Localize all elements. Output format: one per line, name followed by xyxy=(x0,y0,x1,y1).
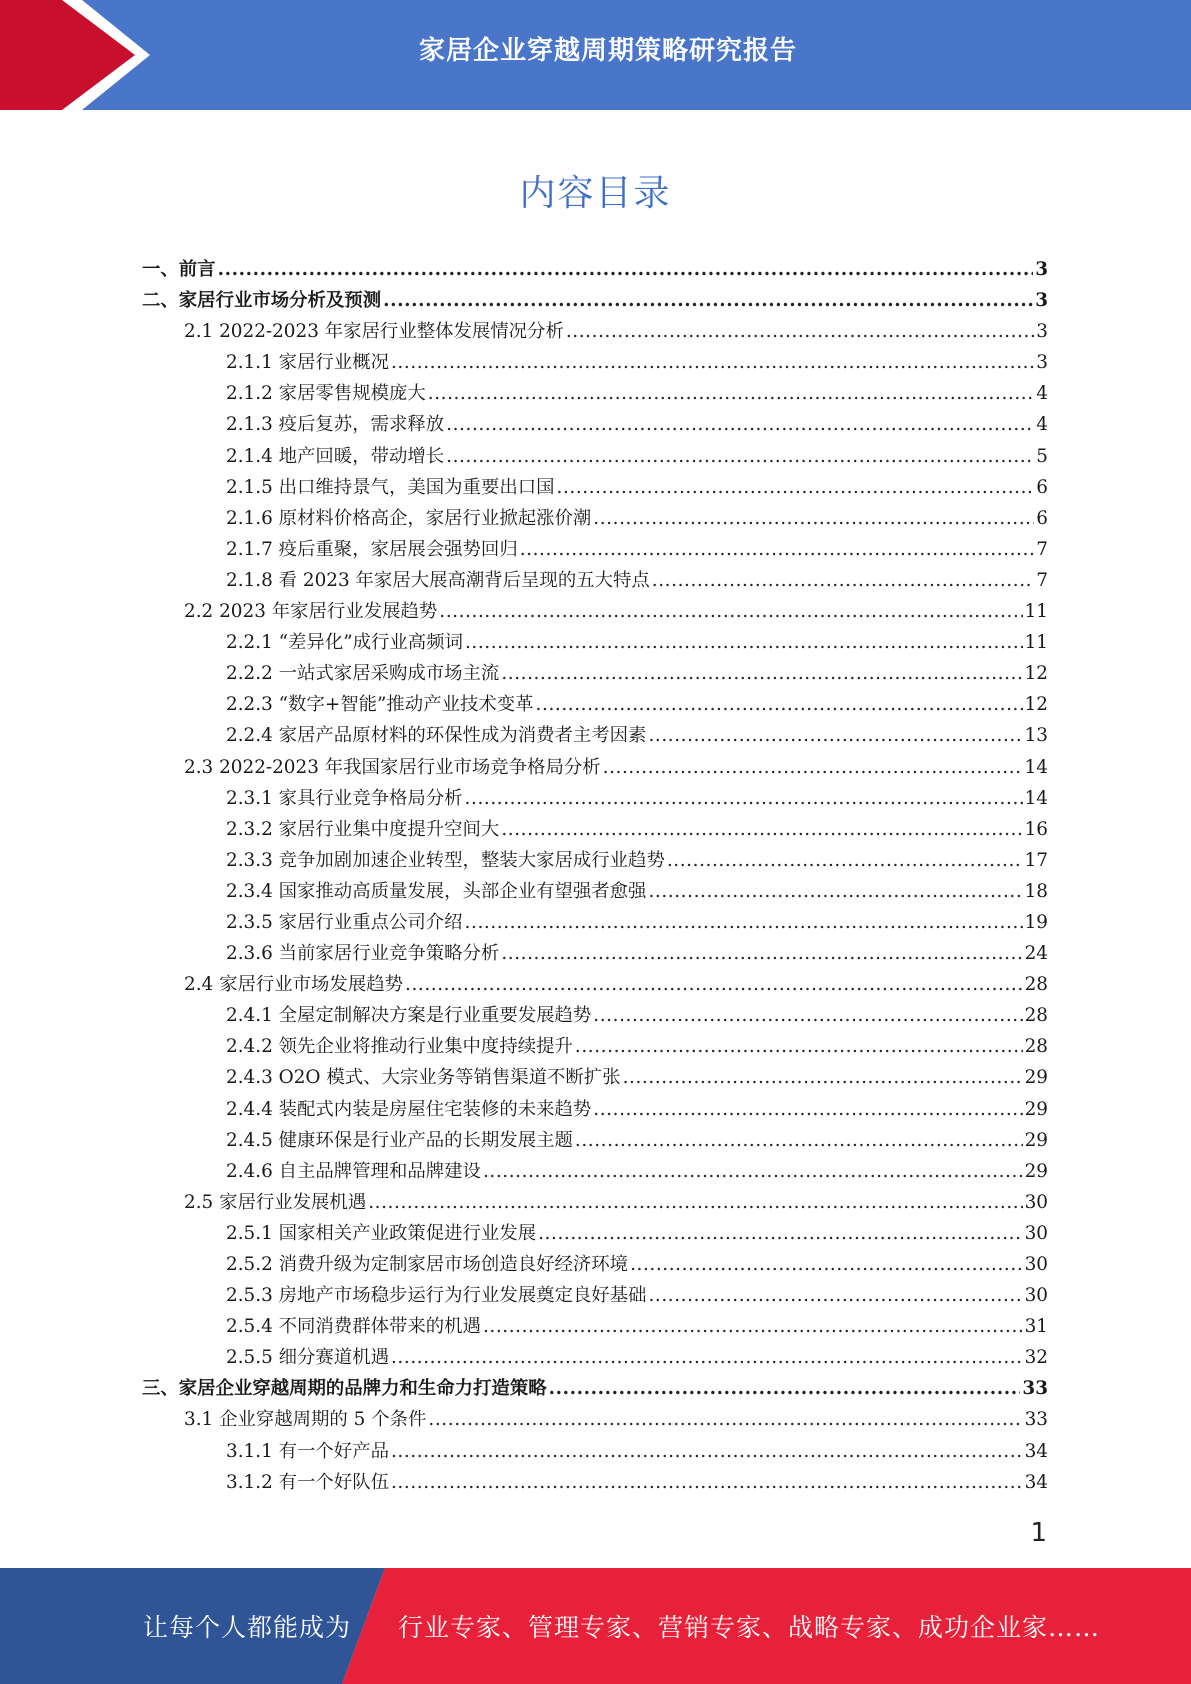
toc-entry-title: 2.2 2023 年家居行业发展趋势 xyxy=(184,601,438,623)
toc-entry-page: 5 xyxy=(1036,445,1048,467)
toc-entry-page: 28 xyxy=(1024,974,1048,996)
toc-entry-title: 2.1 2022-2023 年家居行业整体发展情况分析 xyxy=(184,321,564,343)
dot-leader xyxy=(383,285,1033,316)
toc-entry-title: 2.5.4 不同消费群体带来的机遇 xyxy=(226,1316,481,1338)
toc-entry-page: 4 xyxy=(1036,414,1048,436)
toc-entry-title: 2.4 家居行业市场发展趋势 xyxy=(184,974,403,996)
toc-entry[interactable] xyxy=(142,1062,1048,1093)
toc-entry-title: 2.3.4 国家推动高质量发展，头部企业有望强者愈强 xyxy=(226,880,647,902)
toc-entry[interactable] xyxy=(142,409,1048,440)
footer-slogan-left: 让每个人都能成为 xyxy=(143,1613,352,1642)
toc-entry-page: 33 xyxy=(1024,1409,1048,1431)
toc-entry-page: 30 xyxy=(1024,1222,1048,1244)
toc-entry-title: 2.5.3 房地产市场稳步运行为行业发展奠定良好基础 xyxy=(226,1285,647,1307)
toc-entry[interactable] xyxy=(142,1373,1048,1404)
toc-entry-page: 29 xyxy=(1024,1160,1048,1182)
dot-leader xyxy=(593,1094,1022,1125)
toc-entry-page: 16 xyxy=(1024,818,1048,840)
toc-entry[interactable] xyxy=(142,441,1048,472)
dot-leader xyxy=(218,254,1034,285)
toc-entry[interactable] xyxy=(142,1249,1048,1280)
toc-entry[interactable] xyxy=(142,845,1048,876)
toc-entry-title: 二、家居行业市场分析及预测 xyxy=(142,290,382,312)
toc-entry-title: 3.1.2 有一个好队伍 xyxy=(226,1471,389,1493)
toc-entry-title: 2.2.3 “数字+智能”推动产业技术变革 xyxy=(226,694,534,716)
toc-entry-title: 2.4.1 全屋定制解决方案是行业重要发展趋势 xyxy=(226,1005,592,1027)
dot-leader xyxy=(391,1436,1023,1467)
toc-entry[interactable] xyxy=(142,938,1048,969)
dot-leader xyxy=(368,1187,1022,1218)
toc-entry[interactable] xyxy=(142,1280,1048,1311)
toc-entry[interactable] xyxy=(142,1031,1048,1062)
toc-entry[interactable] xyxy=(142,1094,1048,1125)
toc-entry-page: 34 xyxy=(1024,1471,1048,1493)
toc-entry-page: 11 xyxy=(1024,601,1048,623)
toc-entry-page: 32 xyxy=(1024,1347,1048,1369)
toc-entry[interactable] xyxy=(142,1218,1048,1249)
toc-entry-page: 28 xyxy=(1024,1036,1048,1058)
toc-entry[interactable] xyxy=(142,627,1048,658)
toc-entry-page: 3 xyxy=(1036,352,1048,374)
toc-entry-page: 6 xyxy=(1036,476,1048,498)
dot-leader xyxy=(603,752,1023,783)
report-title: 家居企业穿越周期策略研究报告 xyxy=(418,36,797,66)
toc-entry-page: 12 xyxy=(1024,663,1048,685)
dot-leader xyxy=(465,907,1023,938)
dot-leader xyxy=(652,565,1035,596)
page-number: 1 xyxy=(1030,1518,1047,1548)
dot-leader xyxy=(391,347,1034,378)
dot-leader xyxy=(575,1125,1023,1156)
toc-entry-page: 4 xyxy=(1036,383,1048,405)
toc-entry[interactable] xyxy=(142,1156,1048,1187)
toc-entry-title: 2.1.1 家居行业概况 xyxy=(226,352,389,374)
toc-entry[interactable] xyxy=(142,378,1048,409)
dot-leader xyxy=(439,596,1022,627)
toc-entry-page: 14 xyxy=(1024,756,1048,778)
toc-entry-page: 3 xyxy=(1036,321,1048,343)
toc-entry-page: 30 xyxy=(1024,1285,1048,1307)
dot-leader xyxy=(575,1031,1023,1062)
toc-entry-title: 2.5.5 细分赛道机遇 xyxy=(226,1347,389,1369)
dot-leader xyxy=(501,658,1022,689)
toc-entry-title: 2.3.1 家具行业竞争格局分析 xyxy=(226,787,463,809)
toc-entry[interactable] xyxy=(142,1311,1048,1342)
toc-entry-title: 2.4.2 领先企业将推动行业集中度持续提升 xyxy=(226,1036,573,1058)
dot-leader xyxy=(391,1467,1023,1498)
toc-entry[interactable] xyxy=(142,1436,1048,1467)
dot-leader xyxy=(446,441,1034,472)
toc-entry-title: 2.4.6 自主品牌管理和品牌建设 xyxy=(226,1160,481,1182)
dot-leader xyxy=(465,627,1023,658)
toc-entry[interactable] xyxy=(142,783,1048,814)
toc-entry[interactable] xyxy=(142,254,1048,285)
dot-leader xyxy=(465,783,1023,814)
toc-entry[interactable] xyxy=(142,1000,1048,1031)
toc-entry-title: 3.1 企业穿越周期的 5 个条件 xyxy=(184,1409,427,1431)
toc-entry-page: 28 xyxy=(1024,1005,1048,1027)
toc-entry[interactable] xyxy=(142,969,1048,1000)
toc-entry-title: 2.2.4 家居产品原材料的环保性成为消费者主考因素 xyxy=(226,725,647,747)
toc-entry-page: 17 xyxy=(1024,849,1048,871)
dot-leader xyxy=(630,1249,1023,1280)
toc-entry[interactable] xyxy=(142,1125,1048,1156)
dot-leader xyxy=(428,378,1035,409)
toc-entry[interactable] xyxy=(142,658,1048,689)
dot-leader xyxy=(667,845,1023,876)
footer-slogan-right: 行业专家、管理专家、营销专家、战略专家、成功企业家…… xyxy=(398,1613,1101,1642)
dot-leader xyxy=(648,720,1022,751)
toc-entry-page: 6 xyxy=(1036,507,1048,529)
toc-entry-title: 2.1.7 疫后重聚，家居展会强势回归 xyxy=(226,538,518,560)
toc-entry[interactable] xyxy=(142,1404,1048,1435)
toc-entry-page: 29 xyxy=(1024,1067,1048,1089)
toc-entry-page: 3 xyxy=(1035,259,1048,280)
toc-entry[interactable] xyxy=(142,472,1048,503)
toc-entry-title: 2.2.2 一站式家居采购成市场主流 xyxy=(226,663,500,685)
toc-entry[interactable] xyxy=(142,720,1048,751)
toc-entry-page: 3 xyxy=(1035,290,1048,312)
dot-leader xyxy=(648,1280,1022,1311)
toc-entry-title: 3.1.1 有一个好产品 xyxy=(226,1440,389,1462)
toc-entry-page: 7 xyxy=(1036,569,1048,591)
toc-entry[interactable] xyxy=(142,689,1048,720)
toc-entry-title: 2.3 2022-2023 年我国家居行业市场竞争格局分析 xyxy=(184,756,601,778)
toc-entry-page: 34 xyxy=(1024,1440,1048,1462)
toc-entry[interactable] xyxy=(142,814,1048,845)
toc-entry-page: 29 xyxy=(1024,1129,1048,1151)
dot-leader xyxy=(549,1373,1021,1404)
dot-leader xyxy=(520,534,1035,565)
dot-leader xyxy=(566,316,1034,347)
toc-entry-title: 2.5.2 消费升级为定制家居市场创造良好经济环境 xyxy=(226,1254,629,1275)
toc-entry-page: 19 xyxy=(1024,911,1048,933)
toc-entry[interactable] xyxy=(142,1467,1048,1498)
toc-entry[interactable] xyxy=(142,596,1048,627)
toc-entry[interactable] xyxy=(142,1342,1048,1373)
toc-entry-title: 2.3.2 家居行业集中度提升空间大 xyxy=(226,818,500,840)
dot-leader xyxy=(501,814,1022,845)
toc-entry-page: 12 xyxy=(1024,694,1048,716)
toc-entry-title: 三、家居企业穿越周期的品牌力和生命力打造策略 xyxy=(142,1378,547,1400)
toc-entry-page: 13 xyxy=(1024,725,1048,747)
dot-leader xyxy=(483,1311,1023,1342)
footer-banner xyxy=(0,1568,1191,1684)
dot-leader xyxy=(483,1156,1023,1187)
toc-entry[interactable] xyxy=(142,285,1048,316)
toc-entry[interactable] xyxy=(142,534,1048,565)
toc-entry-title: 2.2.1 “差异化”成行业高频词 xyxy=(226,632,463,654)
toc-entry-title: 2.1.8 看 2023 年家居大展高潮背后呈现的五大特点 xyxy=(226,569,650,591)
toc-entry-title: 2.1.4 地产回暖，带动增长 xyxy=(226,445,445,467)
toc-entry-page: 31 xyxy=(1024,1316,1048,1338)
toc-entry[interactable] xyxy=(142,907,1048,938)
dot-leader xyxy=(623,1062,1023,1093)
toc-entry-page: 24 xyxy=(1024,943,1048,965)
toc-entry-title: 2.3.3 竞争加剧加速企业转型，整装大家居成行业趋势 xyxy=(226,849,665,871)
toc-entry-page: 18 xyxy=(1024,880,1048,902)
toc-entry-page: 33 xyxy=(1022,1378,1048,1400)
toc-entry[interactable] xyxy=(142,565,1048,596)
toc-entry-title: 2.5 家居行业发展机遇 xyxy=(184,1191,367,1213)
toc-entry-title: 2.3.6 当前家居行业竞争策略分析 xyxy=(226,943,500,965)
toc-entry[interactable] xyxy=(142,876,1048,907)
dot-leader xyxy=(405,969,1023,1000)
toc-entry-title: 2.4.3 O2O 模式、大宗业务等销售渠道不断扩张 xyxy=(226,1067,621,1089)
toc-entry-title: 2.1.5 出口维持景气，美国为重要出口国 xyxy=(226,476,555,498)
toc-entry[interactable] xyxy=(142,1187,1048,1218)
toc-entry-title: 2.4.4 装配式内装是房屋住宅装修的未来趋势 xyxy=(226,1098,592,1120)
dot-leader xyxy=(593,503,1034,534)
toc-entry-page: 14 xyxy=(1024,787,1048,809)
toc-entry-title: 2.5.1 国家相关产业政策促进行业发展 xyxy=(226,1222,537,1244)
dot-leader xyxy=(446,409,1034,440)
toc-entry[interactable] xyxy=(142,503,1048,534)
toc-title: 内容目录 xyxy=(519,173,672,214)
dot-leader xyxy=(428,1404,1022,1435)
toc-entry-page: 11 xyxy=(1024,632,1048,654)
toc-entry[interactable] xyxy=(142,316,1048,347)
toc-entry-title: 2.1.3 疫后复苏，需求释放 xyxy=(226,414,445,436)
toc-entry-title: 2.1.6 原材料价格高企，家居行业掀起涨价潮 xyxy=(226,507,592,529)
dot-leader xyxy=(536,689,1023,720)
dot-leader xyxy=(593,1000,1022,1031)
toc-entry[interactable] xyxy=(142,347,1048,378)
dot-leader xyxy=(391,1342,1023,1373)
table-of-contents xyxy=(142,254,1048,1498)
toc-entry[interactable] xyxy=(142,752,1048,783)
dot-leader xyxy=(648,876,1022,907)
header-banner xyxy=(0,0,1191,110)
toc-entry-page: 29 xyxy=(1024,1098,1048,1120)
toc-entry-title: 2.3.5 家居行业重点公司介绍 xyxy=(226,911,463,933)
dot-leader xyxy=(557,472,1035,503)
toc-entry-page: 30 xyxy=(1024,1191,1048,1213)
toc-entry-page: 30 xyxy=(1024,1254,1048,1275)
dot-leader xyxy=(538,1218,1022,1249)
toc-entry-title: 一、前言 xyxy=(142,259,216,280)
toc-entry-title: 2.1.2 家居零售规模庞大 xyxy=(226,383,426,405)
toc-entry-title: 2.4.5 健康环保是行业产品的长期发展主题 xyxy=(226,1129,573,1151)
toc-entry-page: 7 xyxy=(1036,538,1048,560)
dot-leader xyxy=(501,938,1022,969)
